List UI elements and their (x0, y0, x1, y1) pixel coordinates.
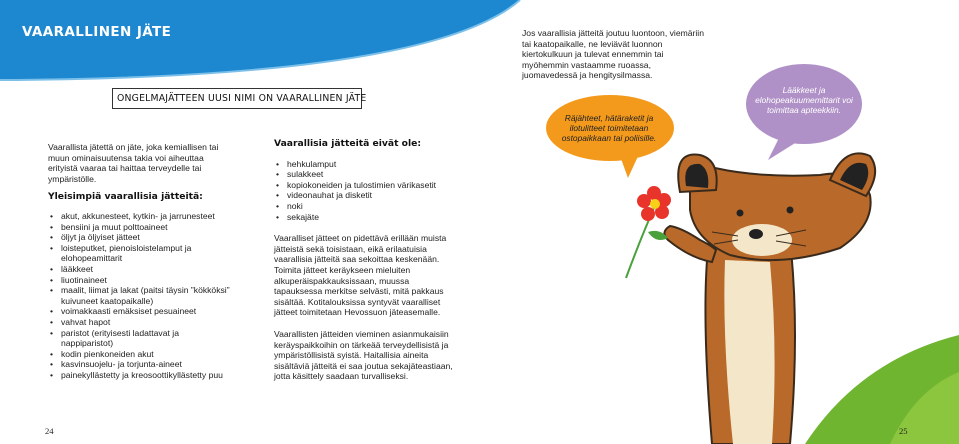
intro-paragraph: Vaarallista jätettä on jäte, joka kemiallisen tai muun ominaisuutensa takia voi aiheuttaa erityistä vaaraa tai haittaa terveydelle tai ympäristölle. (48, 142, 219, 184)
right-intro (522, 28, 704, 81)
list-item: • bensiini ja muut polttoaineet (48, 222, 230, 233)
list-item: • vahvat hapot (48, 317, 230, 328)
page-number-left: 24 (45, 426, 54, 436)
list-item: • sekajäte (274, 212, 456, 223)
page-number-right: 25 (899, 426, 908, 436)
list-heading: Yleisimpiä vaarallisia jätteitä: (48, 191, 203, 203)
list-item: • voimakkaasti emäksiset pesuaineet (48, 306, 230, 317)
list-item: • akut, akkunesteet, kytkin- ja jarrunesteet (48, 211, 230, 222)
list-item: • sulakkeet (274, 169, 456, 180)
list-item: • paristot (erityisesti ladattavat ja nappiparistot) (48, 328, 230, 349)
list-item: • maalit, liimat ja lakat (paitsi täysin ”kökköksi” kuivuneet kaatopaikalle) (48, 285, 230, 306)
list-item: • noki (274, 201, 456, 212)
paragraph: Vaaralliset jätteet on pidettävä erillään muista jätteistä sekä toisistaan, eikä erilaatuisia vaarallisia jätteitä saa sekoittaa keskenään. Toimita jätteet keräykseen mieluiten alkuperäispakkauksissaan, muussa tapauksessa merkitse selvästi, mitä pakkaus sisältää. Kotitalouksissa syntyvät vaaralliset jätteet toimitetaan Hevossuon jäteasemalle. (274, 233, 447, 318)
list-item: • kodin pienkoneiden akut (48, 349, 230, 360)
not-hazardous-heading: Vaarallisia jätteitä eivät ole: (274, 138, 422, 149)
left-column (48, 142, 230, 380)
list-item: • painekyllästetty ja kreosoottikyllästetty puu (48, 370, 230, 381)
list-item: • hehkulamput (274, 159, 456, 170)
hazardous-waste-list (48, 211, 230, 381)
middle-column (274, 139, 456, 382)
purple-bubble-text: Lääkkeet ja elohopeakuumemittarit voi toimittaa apteekkiin. (755, 85, 853, 115)
paragraph: Vaarallisten jätteiden vieminen asianmukaisiin keräyspaikkoihin on tärkeää terveydellisistä ja ympäristöllisistä syistä. Haitallisia aineita sisältäviä jätteitä ei saa joutua sekajäteastiaan, jotta käsittely saadaan turvalliseksi. (274, 328, 453, 382)
blue-header-shape (0, 0, 520, 80)
intro-paragraph: Jos vaarallisia jätteitä joutuu luontoon, viemäriin tai kaatopaikalle, ne leviävät luonnon kiertokulkuun ja tulevat ennemmin tai myöhemmin vastaamme ruoassa, juomavedessä ja hengitysilmassa. (522, 28, 705, 81)
orange-bubble-text: Räjähteet, hätäraketit ja ilotulitteet toimitetaan ostopaikkaan tai poliisille. (561, 113, 657, 143)
subtitle-box: ONGELMAJÄTTEEN UUSI NIMI ON VAARALLINEN JÄTE (112, 88, 362, 109)
list-item: • loisteputket, pienoisloistelamput ja elohopeamittarit (48, 243, 230, 264)
list-item: • kasvinsuojelu- ja torjunta-aineet (48, 359, 230, 370)
list-item: • kopiokoneiden ja tulostimien värikasetit (274, 180, 456, 191)
list-item: • lääkkeet (48, 264, 230, 275)
list-item: • videonauhat ja disketit (274, 190, 456, 201)
list-item: • öljyt ja öljyiset jätteet (48, 232, 230, 243)
page-title: VAARALLINEN JÄTE (22, 24, 172, 40)
list-item: • liuotinaineet (48, 275, 230, 286)
not-hazardous-list (274, 159, 456, 223)
